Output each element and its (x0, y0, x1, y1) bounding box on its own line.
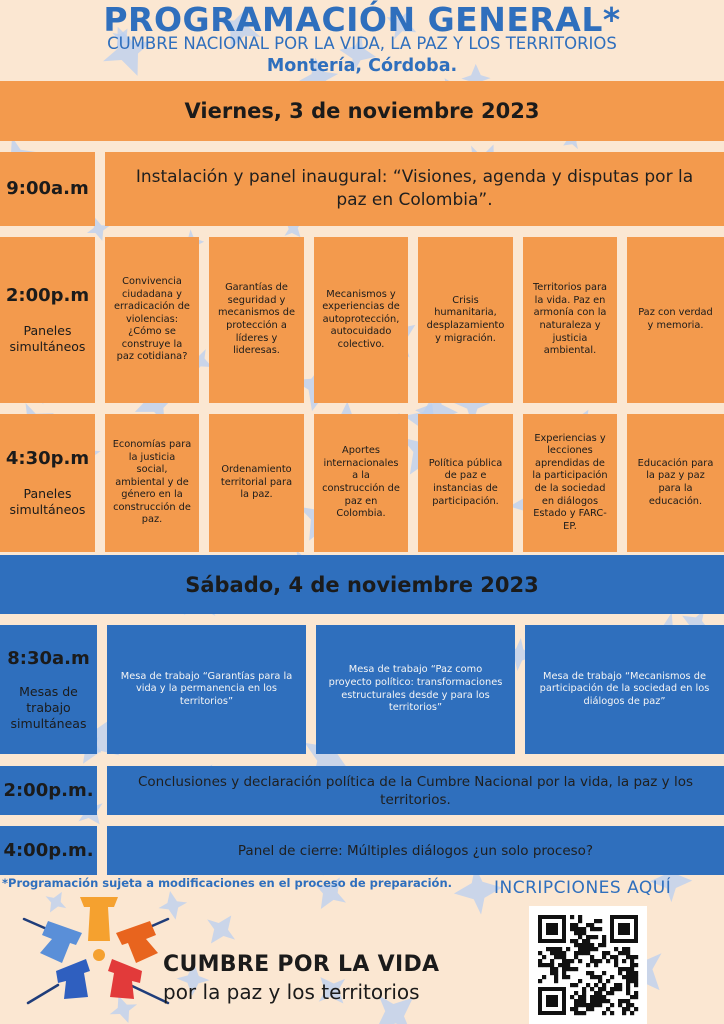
brand-title: CUMBRE POR LA VIDA (163, 952, 440, 977)
day1-slot2-panel-6: Paz con verdad y memoria. (627, 237, 724, 403)
day1-slot2-time: 2:00p.m (5, 285, 90, 306)
day1-slot3-panel-5: Experiencias y lecciones aprendidas de la participación de la sociedad en diálogos Estado y FARC-EP. (523, 414, 617, 552)
day1-slot2-subtitle: Paneles simultáneos (9, 323, 86, 354)
day1-slot3-panel-1: Economías para la justicia social, ambiental y de género en la construcción de paz. (105, 414, 199, 552)
day1-slot2-panel-3: Mecanismos y experiencias de autoprotección, autocuidado colectivo. (314, 237, 408, 403)
day2-table-1: Mesa de trabajo “Garantías para la vida y la permanencia en los territorios” (107, 625, 306, 754)
day1-slot1-event: Instalación y panel inaugural: “Visiones, agenda y disputas por la paz en Colombia”. (105, 152, 724, 226)
day1-slot2-panel-1: Convivencia ciudadana y erradicación de violencias: ¿Cómo se construye la paz cotidiana? (105, 237, 199, 403)
day1-slot3-panel-4: Política pública de paz e instancias de participación. (418, 414, 513, 552)
day1-slot3-subtitle: Paneles simultáneos (9, 486, 86, 517)
day2-slot1-time: 8:30a.m (7, 647, 90, 669)
event-city: Montería, Córdoba. (266, 56, 458, 76)
cumbre-logo-icon (18, 893, 178, 1017)
day2-slot3-time-cell (0, 826, 97, 875)
day2-slot1-subtitle: Mesas de trabajo simultáneas (10, 683, 87, 731)
day1-slot2-panel-4: Crisis humanitaria, desplazamiento y migración. (418, 237, 513, 403)
day2-slot2-event: Conclusiones y declaración política de la Cumbre Nacional por la vida, la paz y los territorios. (107, 766, 724, 815)
day1-slot2-panel-5: Territorios para la vida. Paz en armonía con la naturaleza y justicia ambiental. (523, 237, 617, 403)
brand-subtitle: por la paz y los territorios (163, 980, 420, 1004)
day1-slot3-panel-6: Educación para la paz y paz para la educación. (627, 414, 724, 552)
inscriptions-label: INCRIPCIONES AQUÍ (494, 878, 672, 898)
day1-slot3-time: 4:30p.m (5, 448, 90, 469)
day2-table-3: Mesa de trabajo “Mecanismos de participación de la sociedad en los diálogos de paz” (525, 625, 724, 754)
day2-table-2: Mesa de trabajo “Paz como proyecto político: transformaciones estructurales desde y para los territorios” (316, 625, 515, 754)
day1-slot1-time-cell (0, 152, 95, 226)
footnote: *Programación sujeta a modificaciones en el proceso de preparación. (2, 876, 453, 890)
event-subtitle: CUMBRE NACIONAL POR LA VIDA, LA PAZ Y LOS TERRITORIOS (107, 34, 617, 53)
day2-slot2-time-cell (0, 766, 97, 815)
page-title: PROGRAMACIÓN GENERAL* (103, 0, 621, 39)
qr-code-icon[interactable] (529, 906, 647, 1024)
day2-header: Sábado, 4 de noviembre 2023 (0, 555, 724, 614)
day1-slot3-panel-3: Aportes internacionales a la construcción de paz en Colombia. (314, 414, 408, 552)
day1-slot1-time: 9:00a.m (6, 178, 89, 199)
day2-slot3-event: Panel de cierre: Múltiples diálogos ¿un solo proceso? (107, 826, 724, 875)
day1-slot2-panel-2: Garantías de seguridad y mecanismos de protección a líderes y lideresas. (209, 237, 304, 403)
day1-slot3-time-cell (0, 414, 95, 552)
day1-slot3-panel-2: Ordenamiento territorial para la paz. (209, 414, 304, 552)
day2-slot3-time: 4:00p.m. (3, 839, 94, 861)
day1-slot2-time-cell (0, 237, 95, 403)
day1-header: Viernes, 3 de noviembre 2023 (0, 81, 724, 141)
day2-slot2-time: 2:00p.m. (3, 779, 94, 801)
day2-slot1-time-cell (0, 625, 97, 754)
